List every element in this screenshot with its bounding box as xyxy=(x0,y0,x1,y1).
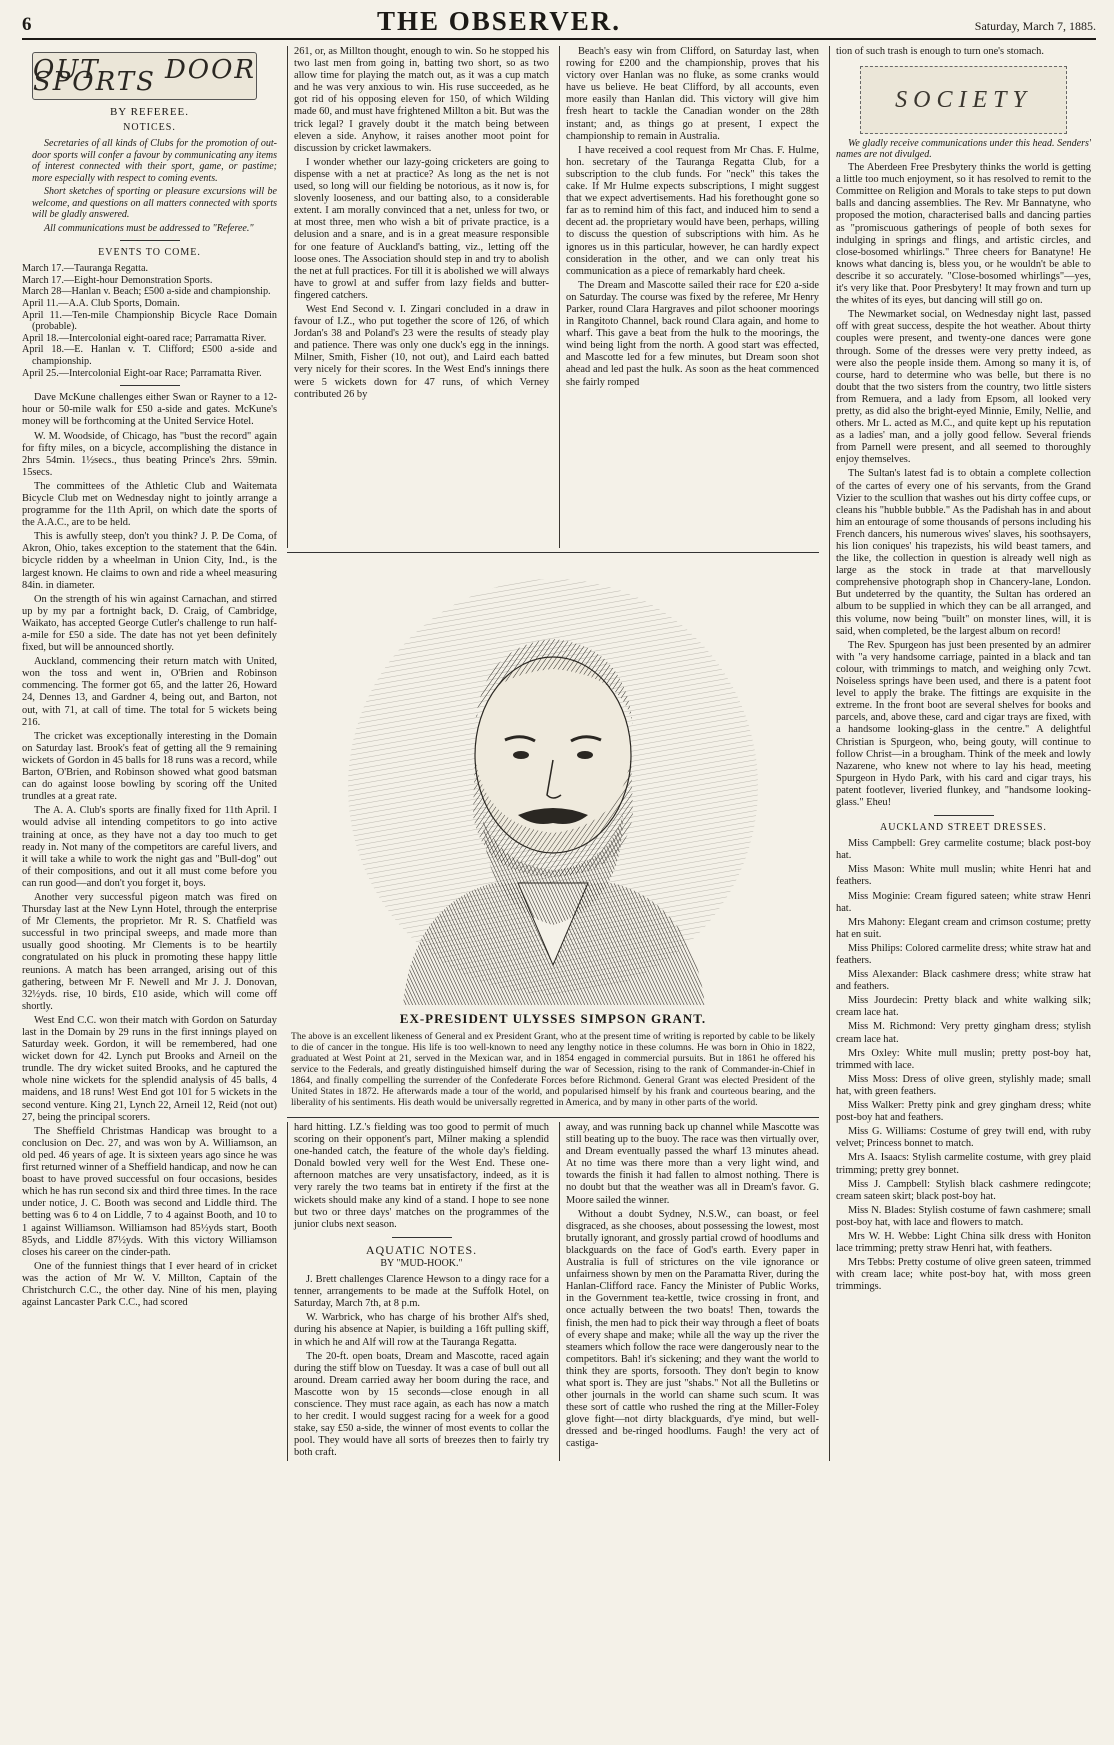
rowing-continued xyxy=(566,1122,819,1451)
dress-item: Mrs Tebbs: Pretty costume of olive green sateen, trimmed with cream lace; white post-boy hat, with moss green trimmings. xyxy=(836,1257,1091,1293)
dress-item: Mrs Mahony: Elegant cream and crimson costume; pretty hat en suit. xyxy=(836,916,1091,940)
event-item: April 18.—E. Hanlan v. T. Clifford; £500 a-side and championship. xyxy=(22,344,277,368)
events-heading: EVENTS TO COME. xyxy=(98,247,201,259)
dress-item: Miss Philips: Colored carmelite dress; white straw hat and feathers. xyxy=(836,942,1091,966)
newspaper-title: THE OBSERVER. xyxy=(376,6,622,36)
outdoor-sports-logo: OUT DOOR SPORTS xyxy=(32,52,257,100)
dress-item: Miss M. Richmond: Very pretty gingham dress; stylish cream lace hat. xyxy=(836,1021,1091,1045)
article-paragraph: West End Second v. I. Zingari concluded in a draw in favour of I.Z., who put together the score of 126, of which Jordan's 38 and Poland's 23 were the results of steady play and patience. There was only one duck's egg in the innings. Milner, Smith, Fisher (10, not out), and Laird each batted very nicely for their scores. In the West End's innings there were 5 wickets down for 47 runs, of which Verney contributed 26 by xyxy=(294,303,549,400)
article-paragraph: The Rev. Spurgeon has just been presented by an admirer with "a very handsome carriage, painted in a black and tan colour, with trimmings to match, and weighing only 7cwt. Noiseless springs have been used, and there is a patent foot level to apply the brake. The fittings are exquisite in the extreme. In the front boot are several shelves for books and parcels, and, above these, card and cigar trays are fixed, with a handsome looking-glass in the centre." A delightful Christian is Spurgeon, who, being gouty, will continue to follow Christ—in a brougham. Think of the meek and lowly Nazarene, who knew not where to lay his head, meeting Spurgeon in Hydo Park, with his card and cigar trays, his patent footlever, liveried flunkey, and "handsome looking-glass." Eheu! xyxy=(836,639,1091,808)
cricket-continued: hard hitting. I.Z.'s fielding was too good to permit of much scoring on their opponent's part, Milner making a splendid one-handed catch, the feature of the whole day's fielding. Donald bowled very well for the West End. These one-afternoon matches are very unsatisfactory, indeed, as it is very rarely the two teams bat in entirety if the first at the wickets should make any kind of a stand. I hope to see none but two or three days' matches on the programmes of the junior clubs next season. xyxy=(294,1122,549,1230)
dress-item: Mrs W. H. Webbe: Light China silk dress with Honiton lace trimming; pretty straw Henri hat, with feathers. xyxy=(836,1230,1091,1255)
event-item: April 11.—Ten-mile Championship Bicycle Race Domain (probable). xyxy=(22,309,277,333)
aquatic-byline: BY "MUD-HOOK." xyxy=(380,1257,463,1269)
notice-item: Secretaries of all kinds of Clubs for the promotion of out-door sports will confer a favour by communicating any items of interest connected with their sport, game, or pastime; more especially with respect to coming events. xyxy=(32,138,277,184)
article-paragraph: Another very successful pigeon match was fired on Thursday last at the New Lynn Hotel, through the enterprise of Mr Clements, the proprietor. Mr R. S. Chatfield was successful in two principal sweeps, and made more than usually good shooting. Mr Clements is to be heartily congratulated on his pluck in promoting these happy little reunions. A match has been arranged, arising out of this gathering, between Mr F. Newell and Mr J. J. Donovan, 32½yds. rise, 10 birds, £10 aside, which will come off shortly. xyxy=(22,891,277,1012)
divider xyxy=(934,815,994,816)
column-outdoor-sports xyxy=(22,46,277,1461)
masthead xyxy=(22,6,1096,40)
notice-item: All communications must be addressed to "Referee." xyxy=(44,222,254,234)
aquatic-paragraphs xyxy=(294,1274,549,1459)
article-paragraph: Auckland, commencing their return match with United, won the toss and went in, O'Brien and Robinson commencing. The former got 65, and the latter 26, Howard 24, Dennes 13, and Gardner 4, being out, and Barton, not out, with 71, at call of time. The total for 5 wickets being 216. xyxy=(22,656,277,728)
aquatic-notes-heading: AQUATIC NOTES. xyxy=(365,1242,478,1257)
article-paragraph: Beach's easy win from Clifford, on Saturday last, when rowing for £200 and the championship, proves that his victory over Hanlan was no fluke, as some cranks would have us believe. He beat Clifford, by all accounts, even more easily than Hanlan did. This victory will give him fresh heart to tackle the Canadian wonder on the 28th instant; and, as things go at present, I expect the championship to remain in Australia. xyxy=(566,46,819,142)
article-paragraph: Dave McKune challenges either Swan or Rayner to a 12-hour or 50-mile walk for £50 a-side and gates. McKune's money will be forthcoming at the United Service Hotel. xyxy=(22,392,277,428)
byline: BY REFEREE. xyxy=(109,106,190,118)
dress-item: Miss Jourdecin: Pretty black and white walking silk; cream lace hat. xyxy=(836,995,1091,1019)
dress-item: Miss Walker: Pretty pink and grey gingham dress; white post-boy hat and feathers. xyxy=(836,1100,1091,1124)
event-item: April 11.—A.A. Club Sports, Domain. xyxy=(22,298,180,310)
article-paragraph: The committees of the Athletic Club and Waitemata Bicycle Club met on Wednesday night to jointly arrange a programme for the 11th April, on which date the sports of the A.A.C., are to be held. xyxy=(22,480,277,529)
column-2-bottom xyxy=(287,1122,549,1461)
article-paragraph: The A. A. Club's sports are finally fixed for 11th April. I would advise all intending competitors to go into active training at once, as they have not a day too much to get ready in. Not many of the competitors are careful livers, and it will take a while to work the night gas and "Bull-dog" out of their compositions, and out it all must come before you can run good—and don't you forget it, boys. xyxy=(22,805,277,889)
portrait-section xyxy=(287,552,819,1118)
dress-item: Miss Moginie: Cream figured sateen; white straw Henri hat. xyxy=(836,890,1091,914)
dress-item: Miss G. Williams: Costume of grey twill end, with ruby velvet; Princess bonnet to match. xyxy=(836,1126,1091,1150)
article-paragraph: W. M. Woodside, of Chicago, has "bust the record" again for fifty miles, on a bicycle, accomplishing the distance in 2hrs 54min. 1½secs., thus beating Prince's 2hrs. 59min. 15secs. xyxy=(22,430,277,478)
dresses-heading: AUCKLAND STREET DRESSES. xyxy=(880,822,1047,834)
society-lead: tion of such trash is enough to turn one's stomach. xyxy=(836,46,1044,57)
article-paragraph: On the strength of his win against Carnachan, and stirred up by my par a fortnight back, D. Craig, of Cambridge, Waikato, has accepted George Cutler's challenge to run half-a-mile for £50 a side. The date has not yet been definitely fixed, but will be announced shortly. xyxy=(22,593,277,654)
dress-item: Miss Moss: Dress of olive green, stylishly made; small hat, with green feathers. xyxy=(836,1073,1091,1097)
grant-portrait-illustration xyxy=(333,565,773,1005)
article-paragraph: West End C.C. won their match with Gordon on Saturday last in the Domain by 29 runs in the first innings played on Saturday week. Gordon, it will be remembered, had one wicket down for 42. Lynch put Brooks and Arneil on the trundle. The dry wicket suited Brooks, and he captured the whole nine wickets for the splendid analysis of 45 balls, 4 maidens, and 18 runs! West End got 101 for 5 wickets in the second venture. King 21, Lynch 22, Arneil 12, Reid (not out) 27, being the principal scorers. xyxy=(22,1014,277,1123)
notice-item: Short sketches of sporting or pleasure excursions will be welcome, and questions on all matters connected with sports will be gladly answered. xyxy=(32,186,277,221)
event-item: April 25.—Intercolonial Eight-oar Race; Parramatta River. xyxy=(22,367,262,379)
event-item: March 17.—Tauranga Regatta. xyxy=(22,263,149,275)
article-paragraph: I wonder whether our lazy-going cricketers are going to dispense with a net at practice? As long as the net is not used, so long will our fielding be notorious, as it now is, for slovenly looseness, and our batting also, to a considerable extent. I am morally convinced that a net, unless for two, or at most three, men who wish a bit of private practice, is a delusion and a snare, and is in a great measure responsible for one feature of Auckland's batting, viz., letting off the loose ones. The Association should step in and try to abolish the net at full practices. For till it is abolished we will always have to growl at and suffer from lazy fields and butter-fingered catchers. xyxy=(294,156,549,301)
column-3-top xyxy=(559,46,819,548)
article-paragraph: Without a doubt Sydney, N.S.W., can boast, or feel disgraced, as she chooses, about possessing the lowest, most brutally ignorant, and grossly partial crowd of hoodlums and blackguards on the face of God's earth. Every paper in Australia is full of strictures on the vile ignorance or unfairness shown by men on the Paramatta River, during the Hanlan-Clifford race. Fancy the Minister of Public Works, in the Government tea-kettle, twice crossing in front, and once actually between the two boats! Then, towards the finish, the men had to pick their way through a fleet of boats of every shape and make; while all the way up the river the steamers which follow the race were dangerously near to the competitors. Bah! it's sickening; and they want the world to think they are sports, forsooth. They don't begin to know what sport is. They are just "shabs." Not all the Bulletins or other journals in the world can shame such scum. It was these sort of cattle who rushed the ring at the Miller-Foley glove fight—not dirty blackguards, d'ye mind, but well-dressed and be-ringed hoodlums. Faugh! the very act of castiga- xyxy=(566,1208,819,1450)
article-paragraph: This is awfully steep, don't you think? J. P. De Coma, of Akron, Ohio, takes exception to the statement that the 64in. bicycle ridden by a wheelman in Union City, Ind., is the largest known. He claims to own and ride a wheel measuring 84in. in diameter. xyxy=(22,531,277,591)
portrait-caption: The above is an excellent likeness of General and ex President Grant, who at the present time of writing is reported by cable to be likely to die of cancer in the tongue. His life is too well-known to need any lengthy notice in these columns. He was born in Ohio in 1822, graduated at West Point at 21, served in the Mexican war, and in 1854 engaged in commercial pursuits. But in 1861 he offered his service to the Federals, and greatly distinguished himself during the war of Secession, rising to the rank of Commander-in-Chief in 1864, and finally compelling the surrender of the Confederate Forces before Richmond. General Grant was elected President of the United States in 1872. He afterwards made a tour of the world, and popularised himself by his frank and courteous bearing, and the liberality of his sentiments. His death would be universally regretted in America, and by many in other parts of the world. xyxy=(291,1031,815,1108)
events-list xyxy=(22,263,277,379)
article-paragraph: The Newmarket social, on Wednesday night last, passed off with great success, despite the hot weather. About thirty couples were present, and twenty-one dances were gone through. Some of the dresses were very pretty indeed, as were also the people inside them. Among so many it is, of course, hard to determine who was belle, but there is no doubt that the two sisters from the country, two little sisters from Remuera, and a lady from Epsom, all looked very pretty, as did also the bright-eyed Minnie, Emily, Nellie, and others. Mr L. acted as M.C., and quite kept up his reputation as a ladies' man, and a jolly good fellow. Several friends from Parnell were present, and all seemed to thoroughly enjoy themselves. xyxy=(836,309,1091,466)
issue-date: Saturday, March 7, 1885. xyxy=(974,19,1096,33)
dress-item: Miss Mason: White mull muslin; white Henri hat and feathers. xyxy=(836,864,1091,888)
article-paragraph: away, and was running back up channel while Mascotte was still beating up to the buoy. The race was then virtually over, and Dream eventually passed the wharf 13 minutes ahead. At no time was there more than a very light wind, and towards the finish it had fallen to almost nothing. There is no doubt but that the weather was all in Dream's favor. G. Moore sailed the winner. xyxy=(566,1122,819,1206)
article-paragraph: The Sheffield Christmas Handicap was brought to a conclusion on Dec. 27, and was won by A. Williamson, an old ped. 46 years of age. It is sixteen years ago since he was first returned winner of a Sheffield handicap, and now he can boast to have proved successful on four occasions, besides which he has run second six and third three times. In the race under notice, J. C. Booth was second and Liddle third. The betting was 6 to 4 on Liddle, 7 to 4 against Booth, and 10 to 1 against Williamson. Williamson had 85½yds start, Booth 85yds, and Liddle 87½yds. With this victory Williamson closes his career on the cinder-path. xyxy=(22,1125,277,1258)
event-item: March 28—Hanlan v. Beach; £500 a-side and championship. xyxy=(22,286,271,298)
portrait-title: EX-PRESIDENT ULYSSES SIMPSON GRANT. xyxy=(399,1011,707,1026)
dress-item: Mrs A. Isaacs: Stylish carmelite costume, with grey plaid trimming; pretty grey bonnet. xyxy=(836,1152,1091,1176)
article-paragraph: One of the funniest things that I ever heard of in cricket was the action of Mr W. V. Millton, Captain of the Christchurch C.C., the other day. Nine of his men, playing against Lancaster Park C.C., had scored xyxy=(22,1260,277,1309)
cricket-paragraphs xyxy=(294,46,549,401)
column-2-top xyxy=(287,46,549,548)
dress-item: Miss J. Campbell: Stylish black cashmere redingcote; cream sateen skirt; black post-boy hat. xyxy=(836,1178,1091,1202)
column-3-bottom xyxy=(559,1122,819,1461)
rowing-paragraphs xyxy=(566,46,819,389)
event-item: March 17.—Eight-hour Demonstration Sports. xyxy=(22,274,213,286)
article-paragraph: The Sultan's latest fad is to obtain a complete collection of the cartes of every one of his servants, from the Grand Vizier to the scullion that washes out his dirty coffee cups, or cleans his "hubble bubble." As the Padishah has in and about him an entourage of some thousands of persons including his French dancers, his numerous wives' slaves, his soothsayers, his lion coniques' his trapezists, his wild beast tamers, and the like, the collection in question is already well nigh as large as the stock in trade at that marvellously comprehensive photograph shop in Chancery-lane, London. But undeterred by the quantity, the Sultan has ordered an album to be supplied in which they can be all arranged, and this volume, now being "built" on monster lines, will, it is said, when completed, be the largest album on record! xyxy=(836,468,1091,637)
article-paragraph: The Aberdeen Free Presbytery thinks the world is getting a little too much enjoyment, so it has resolved to remit to the Committee on Religion and Morals to take steps to put down balls and dancing assemblies. The Rev. Mr Bannatyne, who proposed the motion, characterised balls and dancing parties as "promiscuous gatherings of people of both sexes for indulging in springs and flings, and artistic circles, and close-bosomed whirlings." Three cheers for Banatyne! He knows what dancing is, bless you, or he wouldn't be able to describe it so accurately. "Close-bosomed whirlings"—yes, it's very like that. Poor Presbytery! It may frown and turn up the whites of its eyes, but dancing will still go on. xyxy=(836,162,1091,307)
article-paragraph: W. Warbrick, who has charge of his brother Alf's shed, during his absence at Napier, is building a 16ft pulling skiff, in which he and Alf will row at the Tauranga Regatta. xyxy=(294,1312,549,1348)
divider xyxy=(120,385,180,386)
article-paragraph: J. Brett challenges Clarence Hewson to a dingy race for a tenner, arrangements to be made at the Suffolk Hotel, on Saturday, March 7th, at 8 p.m. xyxy=(294,1274,549,1310)
article-paragraph: The Dream and Mascotte sailed their race for £20 a-side on Saturday. The course was fixed by the referee, Mr Henry Parker, round Clara Hargraves and pilot schooner moorings in Rangitoto Channel, back round Clara again, and home to wharf. This gave a beat from the hulk to the moorings, the wind being light from the north. A good start was effected, and Mascotte led for a few minutes, but Dream soon shot ahead and led past the hulk. As soon as the heat commenced she fairly romped xyxy=(566,279,819,388)
article-paragraph: The cricket was exceptionally interesting in the Domain on Saturday last. Brook's feat of getting all the 9 remaining wickets of Gordon in 45 balls for 18 runs was a record, while Barton, O'Brien, and Robinson showed what good batsman can do against loose bowling by scoring off the United trundles at a great rate. xyxy=(22,730,277,803)
article-paragraph: I have received a cool request from Mr Chas. F. Hulme, hon. secretary of the Tauranga Regatta Club, for a subscription to the club funds. For "neck" this takes the cake. If Mr Hulme expects subscriptions, I might suggest that we expect advertisements. Had his forethought gone so far as to remind him of this fact, and induced him to send a decent ad. the proprietary would have been, perhaps, willing to discuss the question of subscriptions with him. As he ignores us in this particular, however, he can hardly expect consideration in the other, and we can only treat his communication as a piece of remarkably hard cheek. xyxy=(566,144,819,277)
society-paragraphs xyxy=(836,162,1091,809)
divider xyxy=(120,240,180,241)
event-item: April 18.—Intercolonial eight-oared race; Parramatta River. xyxy=(22,332,267,344)
page-number: 6 xyxy=(22,14,32,35)
dress-item: Miss Campbell: Grey carmelite costume; black post-boy hat. xyxy=(836,838,1091,862)
society-logo: SOCIETY xyxy=(860,66,1067,134)
divider xyxy=(392,1237,452,1238)
dress-item: Miss Alexander: Black cashmere dress; white straw hat and feathers. xyxy=(836,969,1091,993)
column-society xyxy=(829,46,1091,1461)
society-note: We gladly receive communications under this head. Senders' names are not divulged. xyxy=(836,138,1091,161)
notices-heading: NOTICES. xyxy=(123,122,176,134)
dress-item: Mrs Oxley: White mull muslin; pretty post-boy hat, trimmed with lace. xyxy=(836,1047,1091,1071)
notices-list xyxy=(22,138,277,234)
article-paragraph: 261, or, as Millton thought, enough to win. So he stopped his two last men from going in, batting two short, so as two allow time for playing the match out, as it was a cup match and he was very anxious to win. His ruse succeeded, as he got rid of his opposing eleven for 150, of which Wilding made 60, and must have frightened Millton a bit. But was the trick legal? I gravely doubt it the match being between eleven a side. Anyhow, it raises another moot point for discussion by cricket lawmakers. xyxy=(294,46,549,154)
dress-item: Miss N. Blades: Stylish costume of fawn cashmere; small post-boy hat, with lace and flowers to match. xyxy=(836,1204,1091,1228)
sports-paragraphs xyxy=(22,392,277,1309)
article-paragraph: The 20-ft. open boats, Dream and Mascotte, raced again during the stiff blow on Tuesday. It was a case of bull out all around. Dream carried away her boom during the race, and Mascotte won by 15 seconds—close enough in all conscience. They must race again, as each has now a match to her credit. I would suggest racing for a week for a good stake, say £50 a-side, the winner of most events to collar the pool. They would have all sorts of breezes then to fairly try both craft. xyxy=(294,1350,549,1459)
columns xyxy=(22,46,1096,1461)
dresses-list xyxy=(836,838,1091,1293)
